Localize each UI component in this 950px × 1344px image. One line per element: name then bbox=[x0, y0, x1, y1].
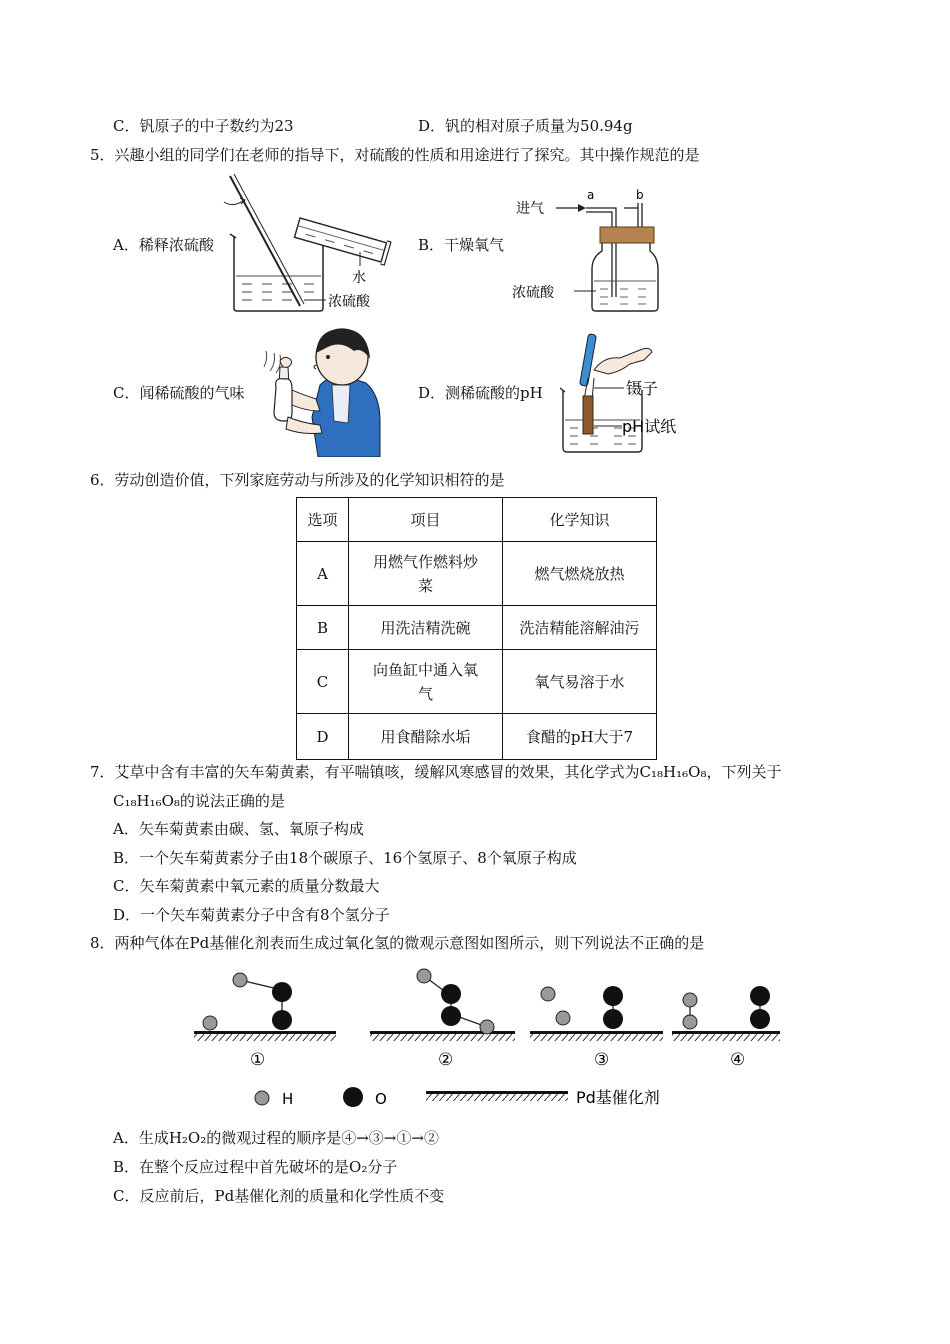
legend-hydrogen-swatch bbox=[255, 1091, 269, 1105]
figure-ph-test bbox=[560, 330, 710, 460]
q8-option-a: A．生成H₂O₂的微观过程的顺序是④→③→①→② bbox=[113, 1129, 439, 1147]
hydrogen-atom bbox=[480, 1020, 494, 1034]
row-knowledge: 洗洁精能溶解油污 bbox=[503, 606, 657, 650]
fig-a-water-label: 水 bbox=[352, 270, 366, 286]
hydrogen-atom bbox=[541, 987, 555, 1001]
step-label: ④ bbox=[730, 1050, 746, 1070]
q5-option-c: C．闻稀硫酸的气味 bbox=[113, 384, 245, 402]
row-option: B bbox=[297, 606, 349, 650]
row-item-line: 向鱼缸中通入氧 bbox=[372, 660, 478, 679]
q5-option-b: B．干燥氧气 bbox=[418, 236, 505, 254]
q8-option-c: C．反应前后，Pd基催化剂的质量和化学性质不变 bbox=[113, 1187, 445, 1205]
row-item-line: 用燃气作燃料炒 bbox=[372, 552, 478, 571]
hydrogen-atom bbox=[683, 1015, 697, 1029]
q7-option-d: D．一个矢车菊黄素分子中含有8个氢分子 bbox=[113, 906, 390, 924]
header-option: 选项 bbox=[297, 498, 349, 542]
table-row bbox=[297, 542, 657, 606]
step-label: ② bbox=[438, 1050, 454, 1070]
row-option: A bbox=[297, 542, 349, 606]
legend-hydrogen-label: H bbox=[282, 1090, 294, 1108]
row-knowledge: 食醋的pH大于7 bbox=[503, 714, 657, 760]
legend-oxygen-swatch bbox=[343, 1087, 363, 1107]
hydrogen-atom bbox=[417, 969, 431, 983]
q8-option-b: B．在整个反应过程中首先破坏的是O₂分子 bbox=[113, 1158, 398, 1176]
oxygen-atom bbox=[603, 1009, 623, 1029]
legend-catalyst-label: Pd基催化剂 bbox=[576, 1088, 660, 1107]
legend-oxygen-label: O bbox=[375, 1090, 387, 1108]
fig-a-acid-label: 浓硫酸 bbox=[328, 294, 370, 310]
q7-stem-line1: 7．艾草中含有丰富的矢车菊黄素，有平喘镇咳，缓解风寒感冒的效果，其化学式为C₁₈H₁₆O₈，下列关于 bbox=[90, 763, 782, 781]
oxygen-atom bbox=[441, 1006, 461, 1026]
figure-gas-drying-bottle bbox=[512, 185, 662, 317]
fig-d-paper-label: pH试纸 bbox=[622, 417, 677, 436]
q7-stem-line2: C₁₈H₁₆O₈的说法正确的是 bbox=[113, 792, 285, 810]
fig-b-inlet-label: 进气 bbox=[516, 201, 544, 217]
q6-table bbox=[296, 497, 657, 760]
oxygen-atom bbox=[272, 982, 292, 1002]
q7-option-a: A．矢车菊黄素由碳、氢、氧原子构成 bbox=[113, 820, 364, 838]
q4-option-d: D．钒的相对原子质量为50.94g bbox=[418, 117, 633, 135]
q8-stem: 8．两种气体在Pd基催化剂表而生成过氧化氢的微观示意图如图所示，则下列说法不正确的是 bbox=[90, 934, 705, 952]
row-option: C bbox=[297, 650, 349, 714]
row-knowledge: 燃气燃烧放热 bbox=[503, 542, 657, 606]
row-item-line: 菜 bbox=[417, 576, 433, 595]
figure-h2o2-mechanism bbox=[190, 962, 790, 1112]
row-item: 用洗洁精洗碗 bbox=[349, 606, 503, 650]
header-knowledge: 化学知识 bbox=[503, 498, 657, 542]
legend-catalyst-swatch bbox=[426, 1091, 568, 1094]
fig-d-tweezers-label: 镊子 bbox=[626, 379, 659, 398]
fig-b-port-b: b bbox=[636, 188, 644, 202]
q7-option-b: B．一个矢车菊黄素分子由18个碳原子、16个氢原子、8个氧原子构成 bbox=[113, 849, 577, 867]
q7-option-c: C．矢车菊黄素中氧元素的质量分数最大 bbox=[113, 877, 380, 895]
step-label: ③ bbox=[594, 1050, 610, 1070]
figure-dilute-acid bbox=[222, 168, 412, 318]
oxygen-atom bbox=[750, 1009, 770, 1029]
oxygen-atom bbox=[750, 986, 770, 1006]
q5-stem: 5．兴趣小组的同学们在老师的指导下，对硫酸的性质和用途进行了探究。其中操作规范的是 bbox=[90, 146, 700, 164]
row-item-line: 气 bbox=[417, 684, 433, 703]
table-header-row bbox=[297, 498, 657, 542]
oxygen-atom bbox=[603, 986, 623, 1006]
fig-b-port-a: a bbox=[587, 188, 595, 202]
row-option: D bbox=[297, 714, 349, 760]
q5-option-a: A．稀释浓硫酸 bbox=[113, 236, 214, 254]
row-knowledge: 氧气易溶于水 bbox=[503, 650, 657, 714]
figure-smelling-child bbox=[262, 325, 386, 457]
oxygen-atom bbox=[441, 984, 461, 1004]
table-row bbox=[297, 606, 657, 650]
table-row bbox=[297, 714, 657, 760]
step-label: ① bbox=[250, 1050, 266, 1070]
oxygen-atom bbox=[272, 1010, 292, 1030]
table-row bbox=[297, 650, 657, 714]
hydrogen-atom bbox=[203, 1016, 217, 1030]
row-item: 用食醋除水垢 bbox=[349, 714, 503, 760]
fig-b-acid-label: 浓硫酸 bbox=[512, 285, 554, 301]
hydrogen-atom bbox=[233, 973, 247, 987]
header-item: 项目 bbox=[349, 498, 503, 542]
q6-stem: 6．劳动创造价值，下列家庭劳动与所涉及的化学知识相符的是 bbox=[90, 471, 505, 489]
row-item bbox=[349, 650, 503, 714]
q5-option-d: D．测稀硫酸的pH bbox=[418, 384, 543, 402]
hydrogen-atom bbox=[683, 993, 697, 1007]
q4-option-c: C．钒原子的中子数约为23 bbox=[113, 117, 294, 135]
row-item bbox=[349, 542, 503, 606]
hydrogen-atom bbox=[556, 1011, 570, 1025]
